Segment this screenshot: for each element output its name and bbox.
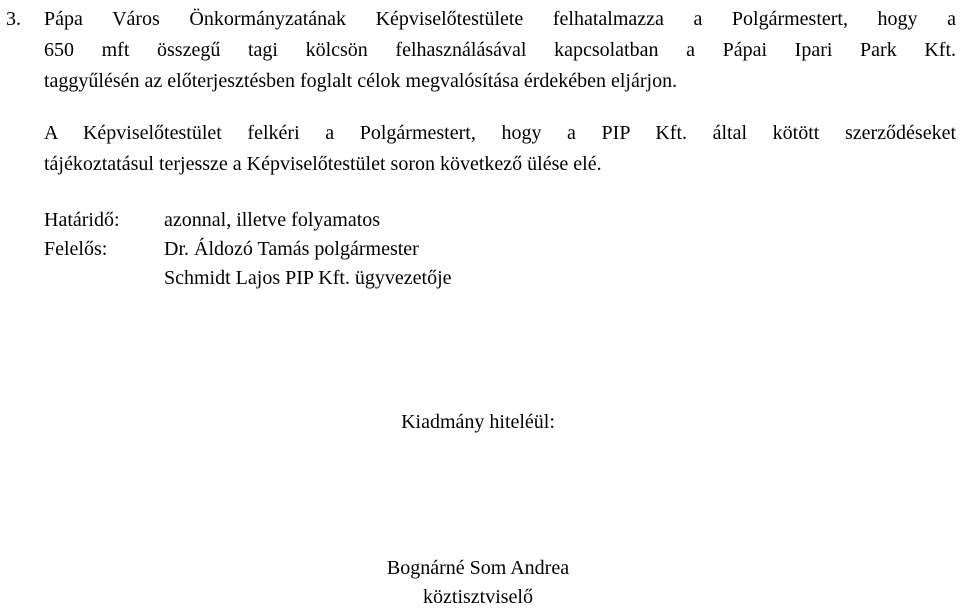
paragraph-line: taggyűlésén az előterjesztésben foglalt célok megvalósítása érdekében eljárjon. <box>44 70 678 92</box>
certification-heading-text: Kiadmány hiteléül: <box>401 411 555 433</box>
responsible-manager: Schmidt Lajos PIP Kft. ügyvezetője <box>164 267 452 289</box>
resolution-paragraph-2 <box>44 120 956 177</box>
responsible-label: Felelős: <box>44 238 108 260</box>
paragraph-line: A Képviselőtestület felkéri a Polgármestert, hogy a PIP Kft. által kötött szerződéseket <box>44 122 956 144</box>
signatory-name-text: Bognárné Som Andrea <box>386 557 570 579</box>
responsible-mayor: Dr. Áldozó Tamás polgármester <box>164 238 419 260</box>
paragraph-line: Pápa Város Önkormányzatának Képviselőtestülete felhatalmazza a Polgármestert, hogy a <box>44 8 956 30</box>
deadline-label: Határidő: <box>44 209 120 231</box>
resolution-paragraph-1 <box>44 6 956 94</box>
resolution-number: 3. <box>6 8 21 30</box>
paragraph-line: tájékoztatásul terjessze a Képviselőtestület soron következő ülése elé. <box>44 153 602 175</box>
deadline-value: azonnal, illetve folyamatos <box>164 209 381 231</box>
signatory-title-text: köztisztviselő <box>423 586 533 608</box>
paragraph-line: 650 mft összegű tagi kölcsön felhasználásával kapcsolatban a Pápai Ipari Park Kft. <box>44 39 956 61</box>
